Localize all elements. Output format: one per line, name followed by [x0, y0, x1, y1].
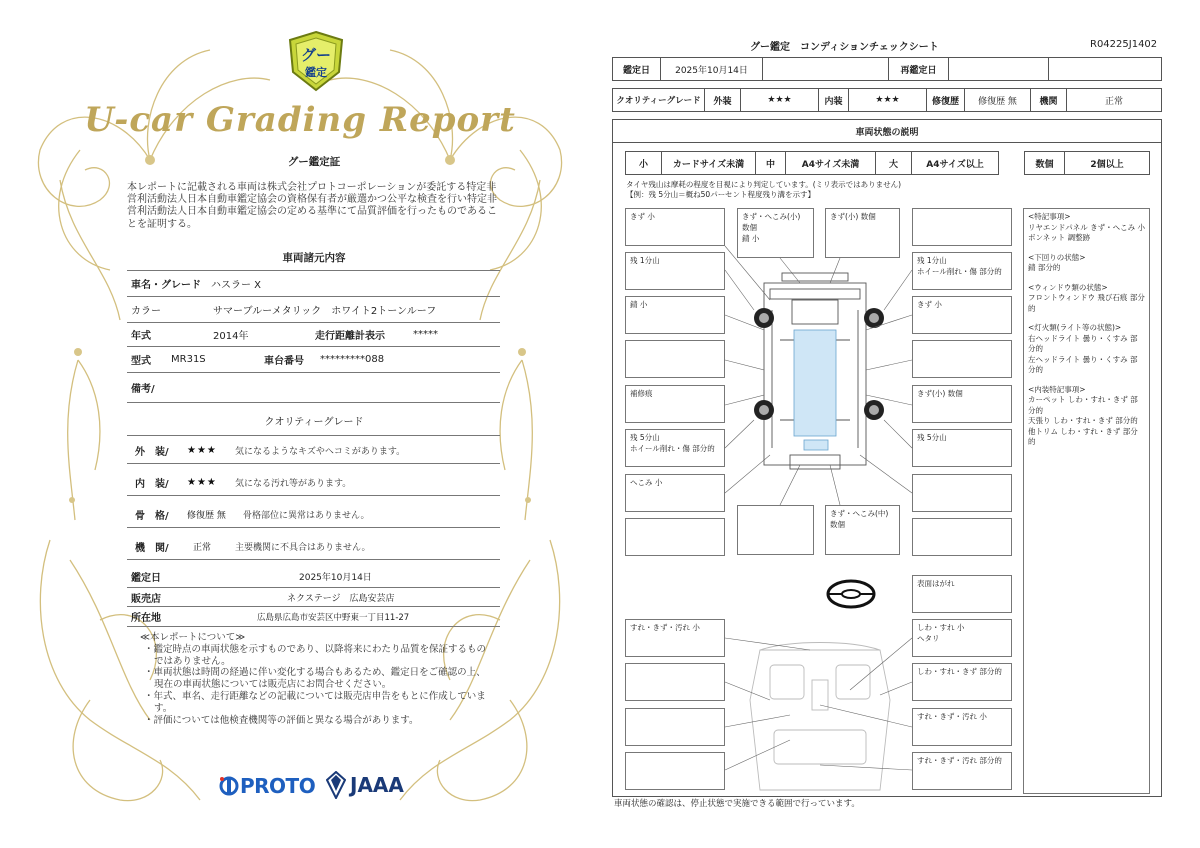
legend-large-desc: A4サイズ以上 [926, 159, 984, 170]
quality-row-exterior [127, 438, 500, 464]
special-note-title: <灯火類(ライト等の状態)> [1028, 323, 1122, 332]
date-label: 鑑定日 [131, 573, 161, 584]
legend-small-desc: カードサイズ未満 [662, 152, 756, 174]
exterior-value: ★★★ [741, 89, 819, 111]
int-note-driver-seat: しわ・すれ 小 へタリ [912, 619, 1012, 657]
frame-desc: 骨格部位に異常はありません。 [243, 511, 370, 521]
spec-row-color [127, 297, 500, 323]
ext-note-left-front-door: 錆 小 [625, 296, 725, 334]
ext-note-front-right: きず(小) 数個 [825, 208, 900, 258]
ext-note-left-middle [625, 340, 725, 378]
interior-label: 内装 [819, 89, 849, 111]
int-note-floor: しわ・すれ・きず 部分的 [912, 663, 1012, 701]
dealer-label: 販売店 [131, 593, 161, 605]
date-value: 2025年10月14日 [299, 573, 372, 583]
ext-note-rear-right [912, 474, 1012, 512]
count-legend [1024, 151, 1150, 175]
exterior-label: 外装 [705, 89, 741, 111]
footer-note: 車両状態の確認は、停止状態で実施できる範囲で行っています。 [614, 799, 860, 809]
legend-count: 数個 [1025, 152, 1065, 174]
special-note-group [1028, 385, 1145, 448]
legend-medium-desc: A4サイズ未満 [786, 152, 876, 174]
condition-title: 車両状態の説明 [612, 119, 1162, 143]
ext-note-left-rear-door: 補修痕 [625, 385, 725, 423]
jaaa-mark-icon [326, 771, 346, 799]
special-note-title: <ウィンドウ類の状態> [1028, 282, 1108, 292]
dealer-value: ネクステージ 広島安芸店 [287, 593, 395, 604]
notes-title: ≪本レポートについて≫ [140, 632, 246, 643]
engine-label: 機 関/ [135, 543, 169, 554]
quality-row-engine [127, 534, 500, 560]
address-label: 所在地 [131, 613, 161, 624]
year-value: 2014年 [213, 331, 249, 342]
special-note-text: カーペット しわ・すれ・きず 部分的 天張り しわ・すれ・きず 部分的 他トリム しわ・すれ・きず 部分的 [1028, 395, 1138, 446]
special-note-title: <内装特記事項> [1028, 384, 1086, 394]
tire-note [626, 180, 901, 200]
ext-note-tire-front-left: 残 1分山 [625, 252, 725, 290]
address-value: 広島県広島市安芸区中野東一丁目11-27 [257, 612, 410, 623]
mileage-label: 走行距離計表示 [315, 331, 385, 342]
redate-value [949, 58, 1049, 80]
exterior-label: 外 装/ [135, 447, 169, 458]
ext-note-right-top [912, 208, 1012, 246]
ext-note-right-rear-door: きず(小) 数個 [912, 385, 1012, 423]
engine-value: 正常 [193, 543, 212, 553]
date-label: 鑑定日 [613, 58, 661, 80]
proto-logo [218, 772, 315, 800]
tire-note-example: 【例：残 5分山＝概ね50パーセント程度残り溝を示す】 [626, 190, 816, 199]
remarks-label: 備考/ [131, 384, 155, 395]
engine-label: 機関 [1031, 89, 1067, 111]
repair-value: 修復歴 無 [965, 89, 1031, 111]
name-value: ハスラー X [211, 280, 262, 291]
special-note-group [1028, 212, 1145, 244]
quality-grade-label: クオリティーグレード [613, 89, 705, 111]
frame-label: 骨 格/ [135, 511, 169, 522]
ext-note-rear-center-left [737, 505, 814, 555]
svg-text:鑑定: 鑑定 [305, 66, 327, 79]
spec-row-year [127, 323, 500, 347]
ext-note-right-front-door: きず 小 [912, 296, 1012, 334]
jaaa-logo-text: JAAA [350, 773, 404, 797]
quality-row-interior [127, 470, 500, 496]
spec-row-name [127, 270, 500, 297]
legend-count-desc: 2個以上 [1090, 159, 1124, 170]
int-note-left-3 [625, 752, 725, 790]
year-label: 年式 [131, 331, 151, 342]
special-note-title: <下回りの状態> [1028, 252, 1086, 262]
svg-text:グー: グー [300, 46, 332, 64]
quality-divider [127, 428, 500, 436]
sheet-id: R04225J1402 [1090, 39, 1158, 50]
spec-row-model [127, 347, 500, 373]
special-notes-panel [1023, 208, 1150, 794]
model-value: MR31S [171, 354, 206, 365]
goo-kantei-badge-icon [287, 30, 345, 92]
report-title: U-car Grading Report [84, 100, 516, 140]
int-note-left-2 [625, 708, 725, 746]
special-note-text: 右ヘッドライト 曇り・くすみ 部分的 左ヘッドライト 曇り・くすみ 部分的 [1028, 333, 1138, 374]
report-notes [140, 632, 495, 726]
interior-value: ★★★ [849, 89, 927, 111]
interior-label: 内 装/ [135, 479, 169, 490]
size-legend [625, 151, 999, 175]
certificate-title: グー鑑定証 [287, 156, 341, 168]
redate-label: 再鑑定日 [889, 58, 949, 80]
grade-row [612, 88, 1162, 112]
date-row [612, 57, 1162, 81]
name-label: 車名・グレード [131, 280, 201, 291]
quality-section-title: クオリティーグレード [264, 417, 364, 428]
engine-desc: 主要機関に不具合はありません。 [235, 543, 371, 553]
quality-row-frame [127, 502, 500, 528]
chassis-label: 車台番号 [264, 356, 304, 367]
sheet-title: グー鑑定 コンディションチェックシート [750, 42, 939, 53]
date-empty [763, 58, 889, 80]
model-label: 型式 [131, 356, 151, 367]
special-note-group [1028, 283, 1145, 315]
ext-note-rear-center: きず・へこみ(中) 数個 [825, 505, 900, 555]
int-note-dashboard: すれ・きず・汚れ 小 [625, 619, 725, 657]
spec-section-title: 車両諸元内容 [282, 252, 346, 264]
spec-row-remarks [127, 373, 500, 403]
ext-note-tire-rear-right: 残 5分山 [912, 429, 1012, 467]
ext-note-front-left-top: きず 小 [625, 208, 725, 246]
tire-note-line: タイヤ残山は摩耗の程度を目視により判定しています。(ミリ表示ではありません) [626, 180, 902, 189]
int-note-cargo: すれ・きず・汚れ 部分的 [912, 752, 1012, 790]
exterior-desc: 気になるようなキズやヘコミがあります。 [235, 447, 406, 457]
mileage-value: ***** [413, 329, 438, 340]
info-row-address [127, 607, 500, 627]
int-note-rear-seat: すれ・きず・汚れ 小 [912, 708, 1012, 746]
color-label: カラー [131, 306, 161, 317]
note-item: ・鑑定時点の車両状態を示すものであり、以降将来にわたり品質を保証するものではありません。 [144, 643, 487, 667]
note-item: ・年式、車名、走行距離などの記載については販売店申告をもとに作成しています。 [144, 690, 486, 714]
repair-label: 修復歴 [927, 89, 965, 111]
special-note-title: <特記事項> [1028, 212, 1071, 221]
int-note-steering: 表面はがれ [912, 575, 1012, 613]
engine-value: 正常 [1104, 96, 1123, 107]
ext-note-right-middle [912, 340, 1012, 378]
interior-stars: ★★★ [187, 477, 217, 488]
frame-value: 修復歴 無 [187, 511, 226, 521]
ext-note-tire-rear-left: 残 5分山 ホイール削れ・傷 部分的 [625, 429, 725, 467]
int-note-left-1 [625, 663, 725, 701]
certificate-text: 本レポートに記載される車両は株式会社プロトコーポレーションが委託する特定非営利活動法人日本自動車鑑定協会の資格保有者が厳選かつ公平な検査を行い特定非営利活動法人日本自動車鑑定協会の定める基準にて品質評価を行ったものであることを証明する。 [127, 182, 497, 230]
date-value: 2025年10月14日 [661, 58, 763, 80]
note-item: ・評価については他検査機関等の評価と異なる場合があります。 [144, 714, 419, 726]
ext-note-tire-front-right: 残 1分山 ホイール削れ・傷 部分的 [912, 252, 1012, 290]
interior-desc: 気になる汚れ等があります。 [235, 479, 352, 489]
special-note-text: 錆 部分的 [1028, 263, 1061, 272]
chassis-value: *********088 [320, 354, 385, 365]
info-row-date [127, 566, 500, 588]
redate-empty [1049, 58, 1161, 80]
proto-mark-icon [218, 775, 240, 797]
exterior-stars: ★★★ [187, 445, 217, 456]
special-note-text: フロントウィンドウ 飛び石痕 部分的 [1028, 293, 1145, 313]
legend-large: 大 [876, 152, 912, 174]
note-item: ・車両状態は時間の経過に伴い変化する場合もあるため、鑑定日をご確認の上、現在の車両状態については販売店にお問合せください。 [144, 667, 486, 691]
special-note-text: リヤエンドパネル きず・へこみ 小 ボンネット 調整跡 [1028, 222, 1145, 242]
special-note-group [1028, 253, 1145, 274]
color-value: サマーブルーメタリック ホワイト2トーンルーフ [213, 306, 437, 317]
jaaa-logo [326, 770, 404, 800]
ext-note-bottom-right [912, 518, 1012, 556]
ext-note-front-center: きず・へこみ(小) 数個 錆 小 [737, 208, 814, 258]
legend-medium: 中 [756, 152, 786, 174]
special-note-group [1028, 323, 1145, 376]
info-row-dealer [127, 588, 500, 607]
proto-logo-text: PROTO [240, 774, 316, 798]
ext-note-bottom-left [625, 518, 725, 556]
ext-note-rear-left: へこみ 小 [625, 474, 725, 512]
legend-small: 小 [626, 152, 662, 174]
